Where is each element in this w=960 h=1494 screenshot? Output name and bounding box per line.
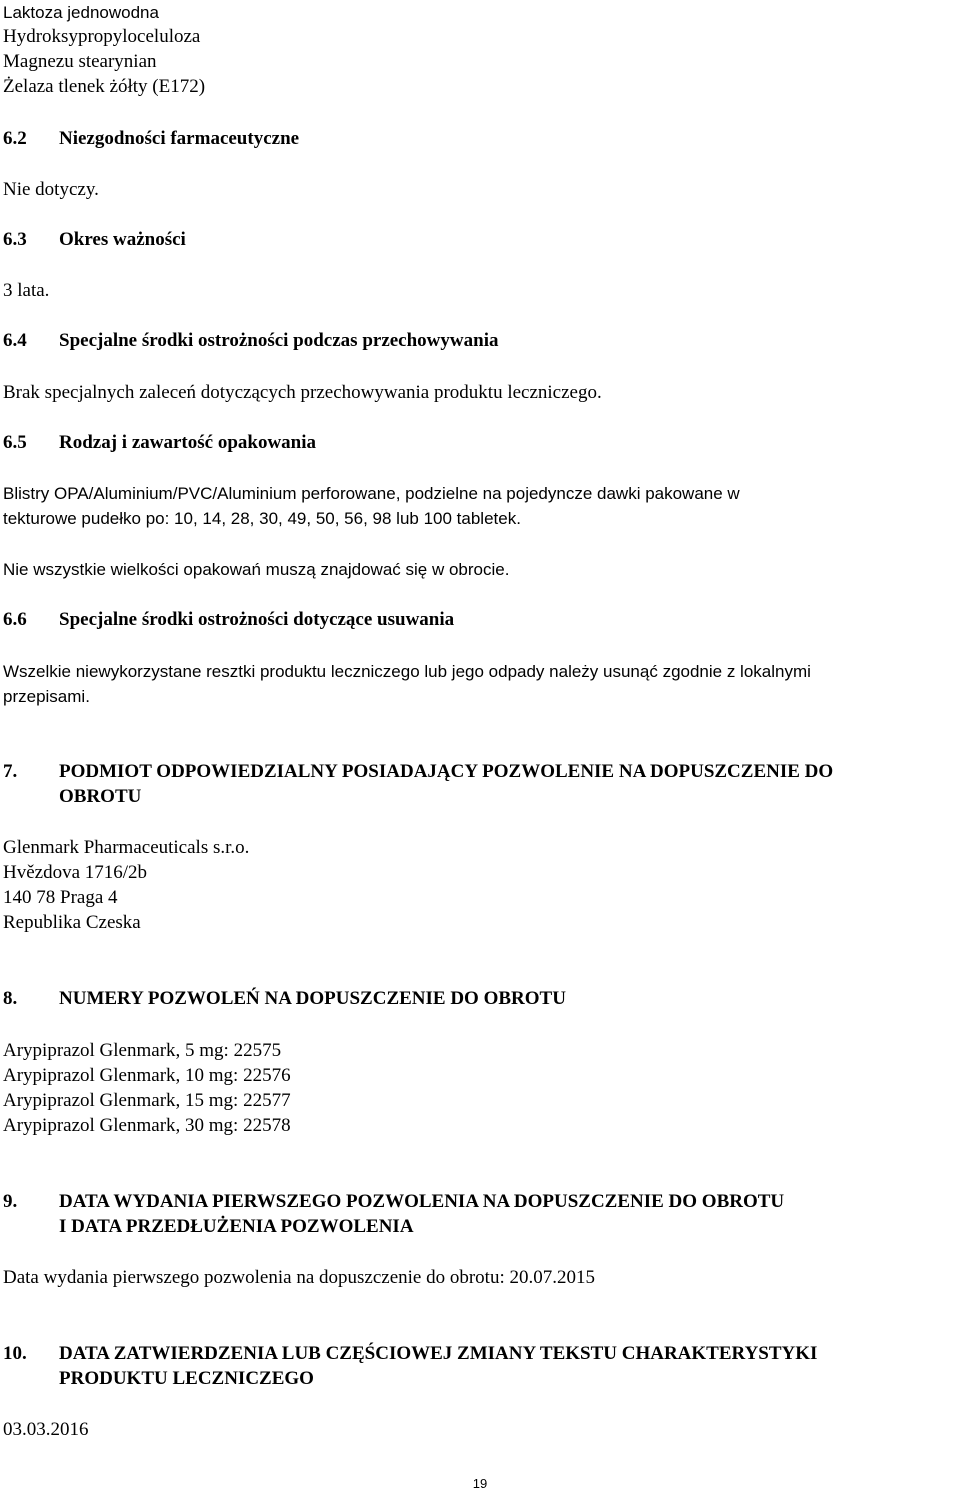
section-heading-10 bbox=[3, 1341, 817, 1366]
section-text: Wszelkie niewykorzystane resztki produktu leczniczego lub jego odpady należy usunąć zgodnie z lokalnymi bbox=[3, 662, 811, 681]
section-number: 10. bbox=[3, 1343, 27, 1364]
section-title: PRODUKTU LECZNICZEGO bbox=[59, 1368, 314, 1389]
section-heading-6-5 bbox=[3, 430, 316, 455]
address-line: Hvězdova 1716/2b bbox=[3, 862, 148, 883]
section-number: 8. bbox=[3, 988, 18, 1009]
section-number: 6.5 bbox=[3, 432, 27, 453]
excipient-line: Magnezu stearynian bbox=[3, 51, 157, 72]
section-heading-6-2 bbox=[3, 126, 299, 151]
section-title: I DATA PRZEDŁUŻENIA POZWOLENIA bbox=[59, 1216, 414, 1237]
section-number: 6.2 bbox=[3, 128, 27, 149]
section-text: Blistry OPA/Aluminium/PVC/Aluminium perforowane, podzielne na pojedyncze dawki pakowane w bbox=[3, 484, 740, 503]
section-number: 6.4 bbox=[3, 330, 27, 351]
section-text: Nie wszystkie wielkości opakowań muszą znajdować się w obrocie. bbox=[3, 560, 510, 579]
section-title: OBROTU bbox=[59, 786, 142, 807]
section-title: DATA ZATWIERDZENIA LUB CZĘŚCIOWEJ ZMIANY TEKSTU CHARAKTERYSTYKI bbox=[59, 1343, 818, 1364]
address-line: Republika Czeska bbox=[3, 912, 141, 933]
section-title: Specjalne środki ostrożności podczas przechowywania bbox=[59, 330, 499, 351]
excipient-line: Żelaza tlenek żółty (E172) bbox=[3, 76, 206, 97]
section-title: Specjalne środki ostrożności dotyczące usuwania bbox=[59, 609, 455, 630]
section-number: 6.3 bbox=[3, 229, 27, 250]
section-heading-7-cont bbox=[3, 784, 141, 809]
section-heading-6-6 bbox=[3, 607, 454, 632]
section-title: PODMIOT ODPOWIEDZIALNY POSIADAJĄCY POZWOLENIE NA DOPUSZCZENIE DO bbox=[59, 761, 834, 782]
section-heading-6-3 bbox=[3, 227, 186, 252]
section-title: NUMERY POZWOLEŃ NA DOPUSZCZENIE DO OBROTU bbox=[59, 988, 566, 1009]
section-title: DATA WYDANIA PIERWSZEGO POZWOLENIA NA DOPUSZCZENIE DO OBROTU bbox=[59, 1191, 785, 1212]
section-number: 7. bbox=[3, 761, 18, 782]
page-number: 19 bbox=[472, 1476, 488, 1491]
section-heading-8 bbox=[3, 986, 566, 1011]
section-text: Data wydania pierwszego pozwolenia na dopuszczenie do obrotu: 20.07.2015 bbox=[3, 1267, 595, 1288]
section-title: Okres ważności bbox=[59, 229, 186, 250]
section-title: Rodzaj i zawartość opakowania bbox=[59, 432, 317, 453]
section-heading-9-cont bbox=[3, 1214, 414, 1239]
list-item: Arypiprazol Glenmark, 5 mg: 22575 bbox=[3, 1040, 282, 1061]
section-heading-7 bbox=[3, 759, 833, 784]
section-heading-10-cont bbox=[3, 1366, 314, 1391]
section-heading-6-4 bbox=[3, 328, 498, 353]
section-text: 03.03.2016 bbox=[3, 1419, 89, 1440]
section-text: Brak specjalnych zaleceń dotyczących przechowywania produktu leczniczego. bbox=[3, 382, 602, 403]
section-text: przepisami. bbox=[3, 687, 90, 706]
section-heading-9 bbox=[3, 1189, 784, 1214]
excipient-line: Laktoza jednowodna bbox=[3, 3, 159, 22]
section-text: 3 lata. bbox=[3, 280, 50, 301]
section-title: Niezgodności farmaceutyczne bbox=[59, 128, 300, 149]
section-number: 6.6 bbox=[3, 609, 27, 630]
list-item: Arypiprazol Glenmark, 10 mg: 22576 bbox=[3, 1065, 291, 1086]
list-item: Arypiprazol Glenmark, 30 mg: 22578 bbox=[3, 1115, 291, 1136]
excipient-line: Hydroksypropyloceluloza bbox=[3, 26, 201, 47]
list-item: Arypiprazol Glenmark, 15 mg: 22577 bbox=[3, 1090, 291, 1111]
section-number: 9. bbox=[3, 1191, 18, 1212]
address-line: Glenmark Pharmaceuticals s.r.o. bbox=[3, 837, 250, 858]
address-line: 140 78 Praga 4 bbox=[3, 887, 118, 908]
section-text: tekturowe pudełko po: 10, 14, 28, 30, 49, 50, 56, 98 lub 100 tabletek. bbox=[3, 509, 521, 528]
section-text: Nie dotyczy. bbox=[3, 179, 99, 200]
